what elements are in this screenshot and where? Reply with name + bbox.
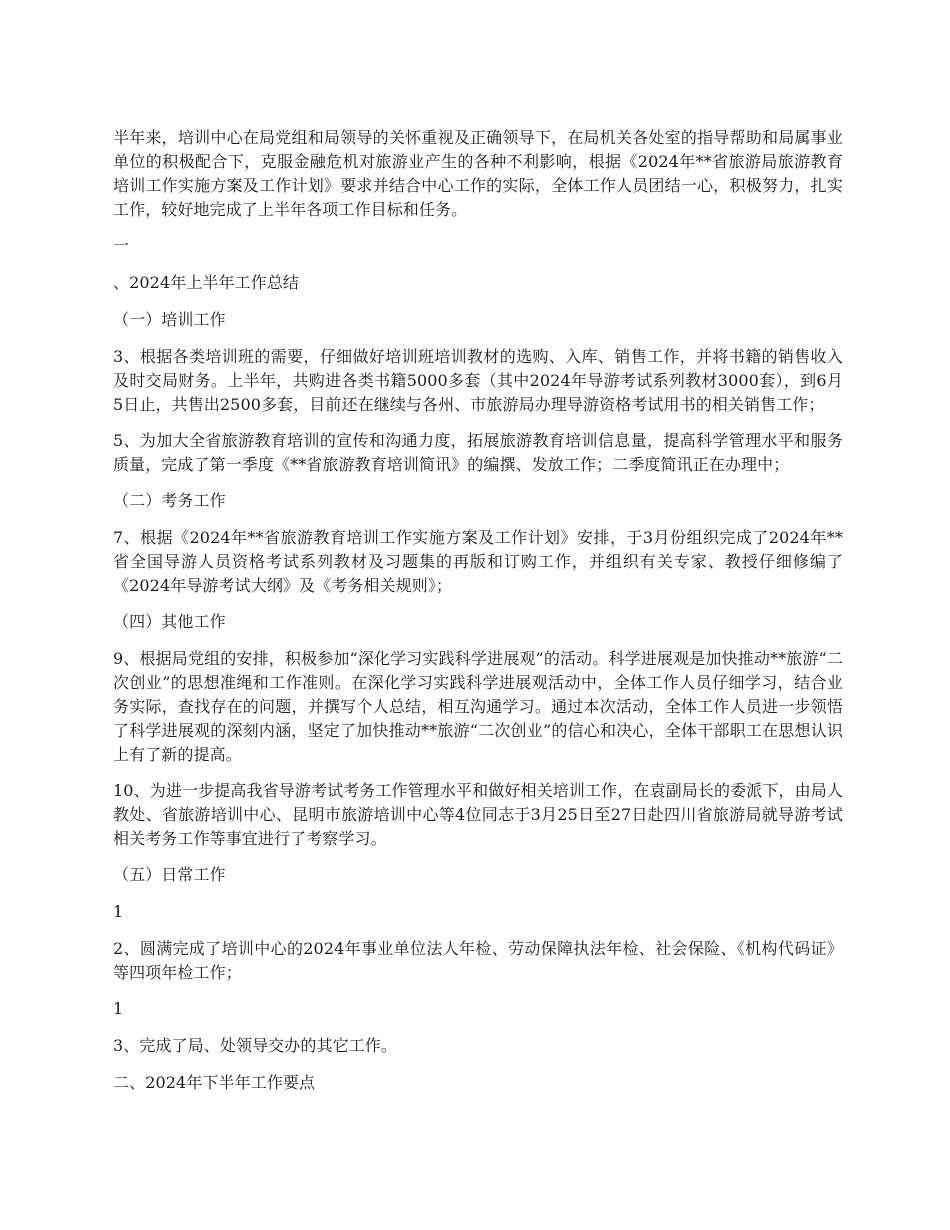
intro-paragraph: 半年来，培训中心在局党组和局领导的关怀重视及正确领导下，在局机关各处室的指导帮助和局属事业单位的积极配合下，克服金融危机对旅游业产生的各种不利影响，根据《2024年**省旅游局旅游教育培训工作实施方案及工作计划》要求并结合中心工作的实际，全体工作人员团结一心，积极努力，扎实工作，较好地完成了上半年各项工作目标和任务。 xyxy=(113,128,843,219)
paragraph-item-10-inspection: 10、为进一步提高我省导游考试考务工作管理水平和做好相关培训工作，在袁副局长的委派下，由局人教处、省旅游培训中心、昆明市旅游培训中心等4位同志于3月25日至27日赴四川省旅游局就导游考试相关考务工作等事宜进行了考察学习。 xyxy=(113,781,843,848)
list-number: 1 xyxy=(113,999,124,1018)
subheading-other-work: （四）其他工作 xyxy=(113,612,226,631)
section-number: 一 xyxy=(113,236,130,255)
paragraph-item-9-study: 9、根据局党组的安排，积极参加“深化学习实践科学进展观”的活动。科学进展观是加快推动**旅游“二次创业”的思想准绳和工作准则。在深化学习实践科学进展观活动中，全体工作人员仔细学习，结合业务实际，查找存在的问题，并撰写个人总结，相互沟通学习。通过本次活动，全体工作人员进一步领悟了科学进展观的深刻内涵，坚定了加快推动**旅游“二次创业”的信心和决心，全体干部职工在思想认识上有了新的提高。 xyxy=(113,649,843,764)
subheading-exam-affairs: （二）考务工作 xyxy=(113,491,226,510)
section-heading-second-half-plan: 二、2024年下半年工作要点 xyxy=(113,1073,316,1092)
paragraph-item-7-exam: 7、根据《2024年**省旅游教育培训工作实施方案及工作计划》安排，于3月份组织完成了2024年**省全国导游人员资格考试系列教材及习题集的再版和订购工作，并组织有关专家、教授仔细修编了《2024年导游考试大纲》及《考务相关规则》； xyxy=(113,528,843,595)
section-heading-first-half-summary: 、2024年上半年工作总结 xyxy=(113,273,300,292)
list-number: 1 xyxy=(113,902,124,921)
paragraph-item-3-books: 3、根据各类培训班的需要，仔细做好培训班培训教材的选购、入库、销售工作，并将书籍的销售收入及时交局财务。上半年，共购进各类书籍5000多套（其中2024年导游考试系列教材3000套），到6月5日止，共售出2500多套，目前还在继续与各州、市旅游局办理导游资格考试用书的相关销售工作； xyxy=(113,347,843,414)
paragraph-item-5-newsletter: 5、为加大全省旅游教育培训的宣传和沟通力度，拓展旅游教育培训信息量，提高科学管理水平和服务质量，完成了第一季度《**省旅游教育培训简讯》的编撰、发放工作；二季度简讯正在办理中； xyxy=(113,431,843,474)
paragraph-item-3-other-tasks: 3、完成了局、处领导交办的其它工作。 xyxy=(113,1036,397,1055)
paragraph-item-2-annual-inspection: 2、圆满完成了培训中心的2024年事业单位法人年检、劳动保障执法年检、社会保险、《机构代码证》等四项年检工作； xyxy=(113,939,843,982)
document-body xyxy=(113,126,843,1108)
subheading-daily-work: （五）日常工作 xyxy=(113,865,226,884)
subheading-training: （一）培训工作 xyxy=(113,310,226,329)
